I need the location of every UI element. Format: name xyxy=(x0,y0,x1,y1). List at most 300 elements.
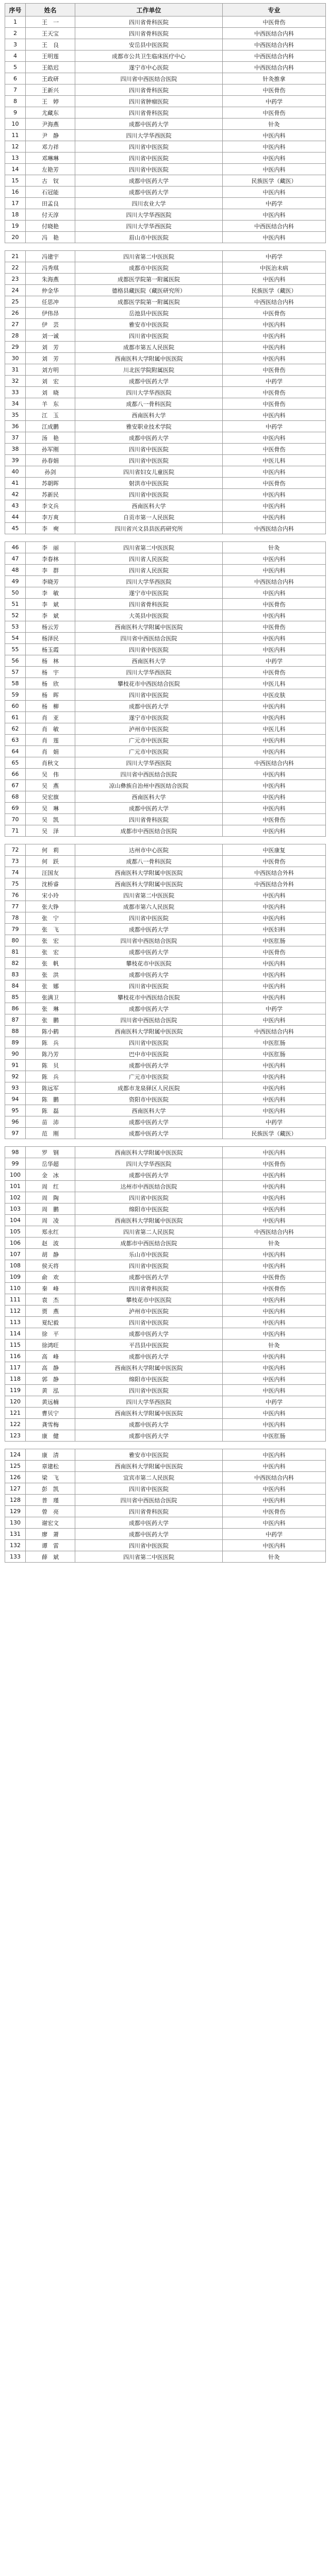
cell-org: 成都市中西医结合医院 xyxy=(75,825,223,837)
cell-name: 冯建宇 xyxy=(26,251,75,262)
header-index: 序号 xyxy=(5,4,26,16)
cell-name: 苏朝晖 xyxy=(26,478,75,489)
cell-major: 中医内科 xyxy=(223,1060,326,1071)
cell-name: 张 琳 xyxy=(26,1003,75,1014)
cell-index: 91 xyxy=(5,1060,26,1071)
cell-org: 四川大学华西医院 xyxy=(75,387,223,398)
cell-index: 38 xyxy=(5,444,26,455)
cell-name: 孙剑 xyxy=(26,466,75,478)
table-row xyxy=(5,1362,326,1374)
cell-name: 王 婷 xyxy=(26,96,75,107)
cell-major: 中医内科 xyxy=(223,1374,326,1385)
cell-index: 72 xyxy=(5,844,26,856)
table-row xyxy=(5,1430,326,1442)
cell-index: 6 xyxy=(5,73,26,84)
cell-major: 中医内科 xyxy=(223,330,326,342)
cell-name: 仲金华 xyxy=(26,285,75,296)
cell-major: 中西医结合外科 xyxy=(223,878,326,890)
cell-major: 中医内科 xyxy=(223,980,326,992)
cell-index: 1 xyxy=(5,16,26,28)
cell-org: 成都中医药大学 xyxy=(75,1272,223,1283)
cell-index: 74 xyxy=(5,867,26,878)
cell-org: 成都市中西医结合医院 xyxy=(75,1238,223,1249)
table-row xyxy=(5,723,326,735)
cell-index: 90 xyxy=(5,1048,26,1060)
cell-name: 杨 晖 xyxy=(26,689,75,701)
cell-index: 108 xyxy=(5,1260,26,1272)
cell-index: 131 xyxy=(5,1529,26,1540)
table-row xyxy=(5,39,326,50)
cell-major: 中医内科 xyxy=(223,701,326,712)
table-row xyxy=(5,1158,326,1170)
cell-org: 四川省中医医院 xyxy=(75,1260,223,1272)
table-row xyxy=(5,1328,326,1340)
cell-major: 中医骨伤 xyxy=(223,398,326,410)
cell-index: 49 xyxy=(5,576,26,587)
cell-major: 中医内科 xyxy=(223,1192,326,1204)
cell-index: 43 xyxy=(5,500,26,512)
table-row xyxy=(5,621,326,633)
cell-name: 邓琳琳 xyxy=(26,152,75,164)
cell-name: 苏新民 xyxy=(26,489,75,500)
cell-index: 13 xyxy=(5,152,26,164)
cell-index: 99 xyxy=(5,1158,26,1170)
cell-major: 中医内科 xyxy=(223,992,326,1003)
cell-index: 95 xyxy=(5,1105,26,1116)
cell-major: 中医内科 xyxy=(223,1260,326,1272)
cell-index: 100 xyxy=(5,1170,26,1181)
cell-index: 53 xyxy=(5,621,26,633)
cell-index: 120 xyxy=(5,1396,26,1408)
cell-name: 贾 燕 xyxy=(26,1306,75,1317)
cell-major: 中医儿科 xyxy=(223,678,326,689)
cell-name: 曾 亮 xyxy=(26,1506,75,1517)
cell-name: 江成鹏 xyxy=(26,421,75,432)
cell-index: 114 xyxy=(5,1328,26,1340)
cell-index: 76 xyxy=(5,890,26,901)
cell-index: 69 xyxy=(5,803,26,814)
table-row xyxy=(5,187,326,198)
table-row xyxy=(5,587,326,599)
cell-major: 中医骨伤 xyxy=(223,856,326,867)
cell-org: 乐山市中医医院 xyxy=(75,1249,223,1260)
table-row xyxy=(5,1026,326,1037)
cell-major: 中医内科 xyxy=(223,164,326,175)
cell-index: 80 xyxy=(5,935,26,946)
cell-major: 中医骨伤 xyxy=(223,1506,326,1517)
table-row xyxy=(5,1014,326,1026)
cell-name: 李 丽 xyxy=(26,542,75,553)
cell-index: 70 xyxy=(5,814,26,825)
cell-name: 刘 宏 xyxy=(26,376,75,387)
cell-name: 徐鸿旺 xyxy=(26,1340,75,1351)
cell-major: 中医内科 xyxy=(223,912,326,924)
cell-index: 33 xyxy=(5,387,26,398)
cell-name: 俞 欢 xyxy=(26,1272,75,1283)
table-row xyxy=(5,1060,326,1071)
cell-name: 廖 萧 xyxy=(26,1529,75,1540)
table-row xyxy=(5,164,326,175)
cell-org: 达州市中心医院 xyxy=(75,844,223,856)
cell-org: 攀枝花市中医医院 xyxy=(75,958,223,969)
cell-major: 中医内科 xyxy=(223,791,326,803)
cell-name: 尹海燕 xyxy=(26,118,75,130)
cell-org: 攀枝花市中西医结合医院 xyxy=(75,678,223,689)
cell-major: 中西医结合内科 xyxy=(223,757,326,769)
cell-name: 李万爽 xyxy=(26,512,75,523)
cell-org: 成都中医药大学 xyxy=(75,187,223,198)
table-row xyxy=(5,1272,326,1283)
cell-name: 黄 泓 xyxy=(26,1385,75,1396)
cell-org: 成都市第五人民医院 xyxy=(75,342,223,353)
cell-major: 中西医结合内科 xyxy=(223,221,326,232)
table-row xyxy=(5,342,326,353)
cell-index: 105 xyxy=(5,1226,26,1238)
cell-name: 刘方明 xyxy=(26,364,75,376)
table-row xyxy=(5,757,326,769)
cell-major: 中医儿科 xyxy=(223,455,326,466)
cell-major: 中西医结合内科 xyxy=(223,576,326,587)
table-row xyxy=(5,1351,326,1362)
cell-index: 9 xyxy=(5,107,26,118)
cell-name: 郭 静 xyxy=(26,1374,75,1385)
cell-major: 中医康复 xyxy=(223,844,326,856)
cell-org: 四川省第二人民医院 xyxy=(75,1226,223,1238)
table-row xyxy=(5,1128,326,1139)
cell-name: 杨 柳 xyxy=(26,701,75,712)
cell-org: 西南医科大学 xyxy=(75,410,223,421)
cell-name: 陈远军 xyxy=(26,1082,75,1094)
cell-org: 四川省中医医院 xyxy=(75,1192,223,1204)
table-row xyxy=(5,262,326,274)
cell-name: 范 刚 xyxy=(26,1128,75,1139)
table-row xyxy=(5,912,326,924)
cell-index: 32 xyxy=(5,376,26,387)
cell-index: 14 xyxy=(5,164,26,175)
cell-org: 四川省中西医结合医院 xyxy=(75,633,223,644)
cell-major: 中医内科 xyxy=(223,1014,326,1026)
cell-org: 成都中医药大学 xyxy=(75,1328,223,1340)
table-row xyxy=(5,1517,326,1529)
cell-org: 巴中市中医医院 xyxy=(75,1048,223,1060)
cell-index: 60 xyxy=(5,701,26,712)
cell-major: 针灸 xyxy=(223,1238,326,1249)
cell-index: 48 xyxy=(5,565,26,576)
cell-name: 金 冰 xyxy=(26,1170,75,1181)
cell-name: 徐 平 xyxy=(26,1328,75,1340)
cell-name: 李 斌 xyxy=(26,610,75,621)
cell-org: 宜宾市第二人民医院 xyxy=(75,1472,223,1483)
cell-major: 中医内科 xyxy=(223,1517,326,1529)
cell-name: 赵 波 xyxy=(26,1238,75,1249)
group-separator xyxy=(5,243,326,251)
cell-org: 西南医科大学附属中医医院 xyxy=(75,1362,223,1374)
cell-major: 中西医结合内科 xyxy=(223,1026,326,1037)
cell-name: 康 健 xyxy=(26,1430,75,1442)
cell-org: 四川省中西医结合医院 xyxy=(75,73,223,84)
cell-index: 12 xyxy=(5,141,26,152)
table-row xyxy=(5,1483,326,1495)
cell-org: 四川省骨科医院 xyxy=(75,1283,223,1294)
cell-major: 中医内科 xyxy=(223,1071,326,1082)
cell-name: 吴 凯 xyxy=(26,814,75,825)
cell-major: 中医内科 xyxy=(223,1105,326,1116)
cell-org: 绵阳市中医医院 xyxy=(75,1204,223,1215)
table-row xyxy=(5,1449,326,1461)
table-row xyxy=(5,251,326,262)
cell-major: 中西医结合内科 xyxy=(223,50,326,62)
header-name: 姓名 xyxy=(26,4,75,16)
cell-name: 章建松 xyxy=(26,1461,75,1472)
cell-org: 泸州市中医医院 xyxy=(75,1306,223,1317)
cell-name: 李 敏 xyxy=(26,587,75,599)
table-row xyxy=(5,353,326,364)
cell-index: 11 xyxy=(5,130,26,141)
table-row xyxy=(5,308,326,319)
cell-org: 四川省骨科医院 xyxy=(75,84,223,96)
cell-major: 中医内科 xyxy=(223,712,326,723)
cell-org: 成都中医药大学 xyxy=(75,1517,223,1529)
cell-index: 126 xyxy=(5,1472,26,1483)
cell-major: 中医内科 xyxy=(223,432,326,444)
cell-org: 成都市中医医院 xyxy=(75,262,223,274)
cell-index: 22 xyxy=(5,262,26,274)
cell-name: 邓力祥 xyxy=(26,141,75,152)
separator-cell xyxy=(5,1139,326,1147)
cell-name: 羊 东 xyxy=(26,398,75,410)
cell-major: 中医内科 xyxy=(223,633,326,644)
table-row xyxy=(5,330,326,342)
cell-index: 56 xyxy=(5,655,26,667)
table-row xyxy=(5,118,326,130)
table-row xyxy=(5,901,326,912)
cell-index: 29 xyxy=(5,342,26,353)
cell-index: 75 xyxy=(5,878,26,890)
cell-org: 四川农业大学 xyxy=(75,198,223,209)
table-row xyxy=(5,1048,326,1060)
cell-major: 中医骨伤 xyxy=(223,16,326,28)
cell-org: 四川省中医医院 xyxy=(75,980,223,992)
cell-org: 西南医科大学附属中医医院 xyxy=(75,867,223,878)
cell-org: 广元市中医医院 xyxy=(75,1071,223,1082)
cell-index: 58 xyxy=(5,678,26,689)
table-header xyxy=(5,4,326,16)
cell-org: 西南医科大学附属中医医院 xyxy=(75,1461,223,1472)
cell-major: 中医内科 xyxy=(223,565,326,576)
table-row xyxy=(5,1192,326,1204)
cell-major: 中药学 xyxy=(223,251,326,262)
table-row xyxy=(5,421,326,432)
table-row xyxy=(5,701,326,712)
cell-major: 中医骨伤 xyxy=(223,667,326,678)
cell-org: 四川省第二中医医院 xyxy=(75,542,223,553)
cell-org: 四川省中医医院 xyxy=(75,1317,223,1328)
table-row xyxy=(5,16,326,28)
cell-index: 124 xyxy=(5,1449,26,1461)
cell-org: 西南医科大学 xyxy=(75,1105,223,1116)
cell-index: 104 xyxy=(5,1215,26,1226)
cell-index: 112 xyxy=(5,1306,26,1317)
cell-major: 中医肛肠 xyxy=(223,1430,326,1442)
cell-org: 眉山市中医医院 xyxy=(75,232,223,243)
cell-index: 123 xyxy=(5,1430,26,1442)
cell-org: 绵阳市中医医院 xyxy=(75,1374,223,1385)
cell-major: 中医肛肠 xyxy=(223,935,326,946)
cell-major: 中医内科 xyxy=(223,1449,326,1461)
cell-index: 128 xyxy=(5,1495,26,1506)
table-row xyxy=(5,565,326,576)
cell-name: 周 鹏 xyxy=(26,1204,75,1215)
cell-org: 资阳市中医医院 xyxy=(75,1094,223,1105)
table-row xyxy=(5,455,326,466)
cell-name: 高 峰 xyxy=(26,1351,75,1362)
cell-index: 133 xyxy=(5,1551,26,1563)
cell-index: 84 xyxy=(5,980,26,992)
cell-index: 85 xyxy=(5,992,26,1003)
cell-index: 73 xyxy=(5,856,26,867)
cell-name: 杨云芳 xyxy=(26,621,75,633)
cell-org: 四川大学华西医院 xyxy=(75,576,223,587)
table-row xyxy=(5,319,326,330)
table-row xyxy=(5,1472,326,1483)
cell-org: 成都中医药大学 xyxy=(75,1430,223,1442)
cell-name: 王天宝 xyxy=(26,28,75,39)
cell-org: 成都市第六人民医院 xyxy=(75,901,223,912)
cell-index: 78 xyxy=(5,912,26,924)
cell-name: 孙春娟 xyxy=(26,455,75,466)
cell-org: 西南医科大学 xyxy=(75,791,223,803)
cell-index: 2 xyxy=(5,28,26,39)
cell-name: 杨 欣 xyxy=(26,678,75,689)
cell-org: 成都中医药大学 xyxy=(75,969,223,980)
group-separator xyxy=(5,534,326,542)
table-row xyxy=(5,398,326,410)
header-major: 专业 xyxy=(223,4,326,16)
cell-major: 中药学 xyxy=(223,198,326,209)
cell-major: 针灸 xyxy=(223,542,326,553)
cell-major: 中医内科 xyxy=(223,152,326,164)
table-row xyxy=(5,512,326,523)
cell-org: 四川省中医医院 xyxy=(75,1385,223,1396)
cell-major: 中医肛肠 xyxy=(223,1037,326,1048)
cell-index: 61 xyxy=(5,712,26,723)
roster-container xyxy=(5,3,325,1563)
cell-org: 四川省第二中医医院 xyxy=(75,1551,223,1563)
cell-index: 125 xyxy=(5,1461,26,1472)
cell-index: 101 xyxy=(5,1181,26,1192)
cell-name: 陈 贝 xyxy=(26,1060,75,1071)
table-row xyxy=(5,844,326,856)
cell-index: 28 xyxy=(5,330,26,342)
cell-major: 中药学 xyxy=(223,1116,326,1128)
cell-name: 夏纪毅 xyxy=(26,1317,75,1328)
cell-name: 苗 沛 xyxy=(26,1116,75,1128)
table-row xyxy=(5,221,326,232)
cell-index: 77 xyxy=(5,901,26,912)
cell-name: 刘 芳 xyxy=(26,342,75,353)
header-org: 工作单位 xyxy=(75,4,223,16)
cell-index: 10 xyxy=(5,118,26,130)
cell-index: 16 xyxy=(5,187,26,198)
cell-org: 成都中医药大学 xyxy=(75,1529,223,1540)
cell-major: 中西医结合内科 xyxy=(223,28,326,39)
cell-org: 四川大学华西医院 xyxy=(75,667,223,678)
cell-major: 中西医结合内科 xyxy=(223,1226,326,1238)
cell-index: 19 xyxy=(5,221,26,232)
separator-cell xyxy=(5,1442,326,1449)
cell-name: 李文兵 xyxy=(26,500,75,512)
cell-index: 81 xyxy=(5,946,26,958)
table-row xyxy=(5,1317,326,1328)
cell-name: 龚雪梅 xyxy=(26,1419,75,1430)
cell-major: 中西医结合内科 xyxy=(223,1472,326,1483)
table-row xyxy=(5,1306,326,1317)
cell-index: 40 xyxy=(5,466,26,478)
cell-name: 伊伟昂 xyxy=(26,308,75,319)
cell-org: 西南医科大学附属中医医院 xyxy=(75,1215,223,1226)
cell-major: 中医内科 xyxy=(223,1170,326,1181)
cell-org: 遂宁市中医医院 xyxy=(75,712,223,723)
cell-name: 袁 杰 xyxy=(26,1294,75,1306)
table-row xyxy=(5,1396,326,1408)
table-row xyxy=(5,1181,326,1192)
cell-name: 陈 磊 xyxy=(26,1105,75,1116)
cell-major: 中西医结合内科 xyxy=(223,39,326,50)
cell-index: 34 xyxy=(5,398,26,410)
table-row xyxy=(5,1551,326,1563)
cell-org: 雅安市中医医院 xyxy=(75,319,223,330)
cell-major: 中医内科 xyxy=(223,1385,326,1396)
cell-name: 何 跃 xyxy=(26,856,75,867)
table-row xyxy=(5,856,326,867)
table-row xyxy=(5,198,326,209)
cell-name: 陈 鹏 xyxy=(26,1094,75,1105)
cell-name: 汪国友 xyxy=(26,867,75,878)
cell-major: 中医内科 xyxy=(223,512,326,523)
cell-index: 127 xyxy=(5,1483,26,1495)
cell-name: 左艳芳 xyxy=(26,164,75,175)
cell-index: 88 xyxy=(5,1026,26,1037)
cell-org: 成都中医药大学 xyxy=(75,175,223,187)
table-row xyxy=(5,735,326,746)
cell-major: 中医内科 xyxy=(223,1249,326,1260)
cell-index: 107 xyxy=(5,1249,26,1260)
table-row xyxy=(5,107,326,118)
cell-major: 中医内科 xyxy=(223,1204,326,1215)
table-row xyxy=(5,746,326,757)
cell-name: 张 宏 xyxy=(26,946,75,958)
cell-name: 杨玉霞 xyxy=(26,644,75,655)
cell-major: 中药学 xyxy=(223,1396,326,1408)
table-row xyxy=(5,232,326,243)
cell-index: 122 xyxy=(5,1419,26,1430)
cell-index: 79 xyxy=(5,924,26,935)
table-row xyxy=(5,410,326,421)
table-row xyxy=(5,1204,326,1215)
cell-index: 39 xyxy=(5,455,26,466)
cell-name: 罗 钢 xyxy=(26,1147,75,1158)
cell-index: 92 xyxy=(5,1071,26,1082)
cell-major: 中医内科 xyxy=(223,319,326,330)
table-row xyxy=(5,1506,326,1517)
table-row xyxy=(5,1071,326,1082)
table-row xyxy=(5,1283,326,1294)
header-row xyxy=(5,4,326,16)
cell-major: 中医妇科 xyxy=(223,924,326,935)
cell-org: 四川省中医医院 xyxy=(75,689,223,701)
cell-org: 德格县藏医院（藏医研究所） xyxy=(75,285,223,296)
cell-org: 西南医科大学附属中医医院 xyxy=(75,1026,223,1037)
